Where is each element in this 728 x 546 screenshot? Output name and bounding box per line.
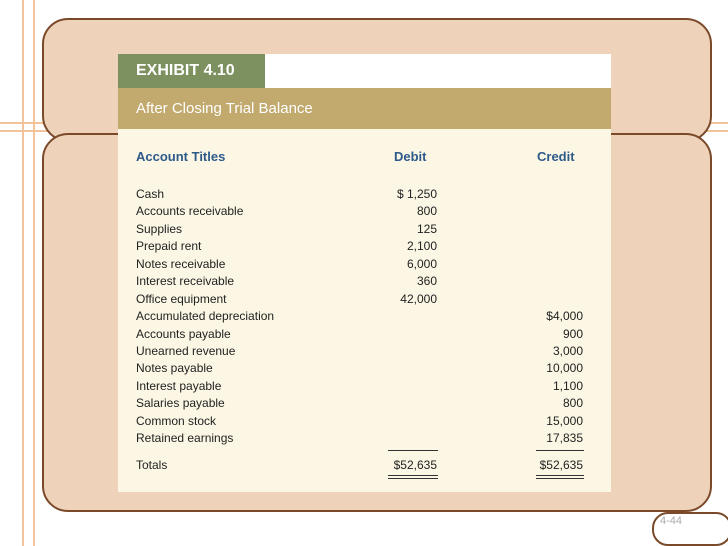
account-title: Unearned revenue <box>136 343 236 358</box>
account-title: Cash <box>136 187 165 201</box>
account-title: Supplies <box>136 221 183 236</box>
debit-value: 800 <box>416 204 437 219</box>
credit-value: 800 <box>562 396 583 411</box>
account-title: Accounts receivable <box>136 204 244 219</box>
totals-debit: $52,635 <box>393 458 437 472</box>
table-row <box>118 239 611 256</box>
account-title: Accounts payable <box>136 326 231 341</box>
table-row <box>118 361 611 378</box>
credit-subtotal-rule <box>536 450 584 451</box>
table-row <box>118 396 611 413</box>
exhibit-card <box>118 54 611 492</box>
table-row <box>118 379 611 396</box>
exhibit-tab-label: EXHIBIT 4.10 <box>118 54 265 88</box>
debit-value: 6,000 <box>406 256 437 271</box>
credit-total-rule-2 <box>536 478 584 479</box>
column-header-debit: Debit <box>394 149 427 164</box>
slide-number: 4-44 <box>660 515 683 527</box>
column-header-credit: Credit <box>537 149 575 164</box>
totals-credit: $52,635 <box>539 458 583 472</box>
table-row <box>118 204 611 221</box>
account-title: Office equipment <box>136 291 227 306</box>
debit-value: 125 <box>416 221 437 236</box>
table-row <box>118 414 611 431</box>
exhibit-header <box>118 54 611 88</box>
table-row <box>118 257 611 274</box>
debit-value: 42,000 <box>400 291 437 306</box>
table-row <box>118 274 611 291</box>
credit-value: 900 <box>562 326 583 341</box>
credit-value: 10,000 <box>546 361 583 376</box>
debit-value: $ 1,250 <box>396 187 437 201</box>
account-title: Notes payable <box>136 361 213 376</box>
column-header-account-titles: Account Titles <box>136 149 226 164</box>
credit-value: 1,100 <box>552 378 583 393</box>
credit-value: 17,835 <box>546 431 583 446</box>
account-title: Interest receivable <box>136 274 235 289</box>
account-title: Retained earnings <box>136 431 234 446</box>
table-row <box>118 431 611 448</box>
debit-value: 2,100 <box>406 239 437 254</box>
account-title: Accumulated depreciation <box>136 309 275 324</box>
credit-value: 15,000 <box>546 413 583 428</box>
frame-line-left-outer <box>22 0 24 546</box>
table-row <box>118 309 611 326</box>
account-title: Salaries payable <box>136 396 225 411</box>
debit-total-rule-2 <box>388 478 438 479</box>
table-row <box>118 344 611 361</box>
frame-line-left-inner <box>33 0 35 546</box>
credit-value: $4,000 <box>546 309 583 324</box>
account-title: Common stock <box>136 413 217 428</box>
credit-total-rule-1 <box>536 475 584 476</box>
trial-balance-rows <box>118 187 611 449</box>
table-row <box>118 292 611 309</box>
account-title: Notes receivable <box>136 256 226 271</box>
debit-value: 360 <box>416 274 437 289</box>
debit-subtotal-rule <box>388 450 438 451</box>
table-row <box>118 327 611 344</box>
debit-total-rule-1 <box>388 475 438 476</box>
exhibit-subtitle: After Closing Trial Balance <box>118 88 611 129</box>
account-title: Interest payable <box>136 378 222 393</box>
account-title: Prepaid rent <box>136 239 202 254</box>
table-row <box>118 222 611 239</box>
credit-value: 3,000 <box>552 343 583 358</box>
totals-label: Totals <box>136 458 168 472</box>
table-row <box>118 187 611 204</box>
